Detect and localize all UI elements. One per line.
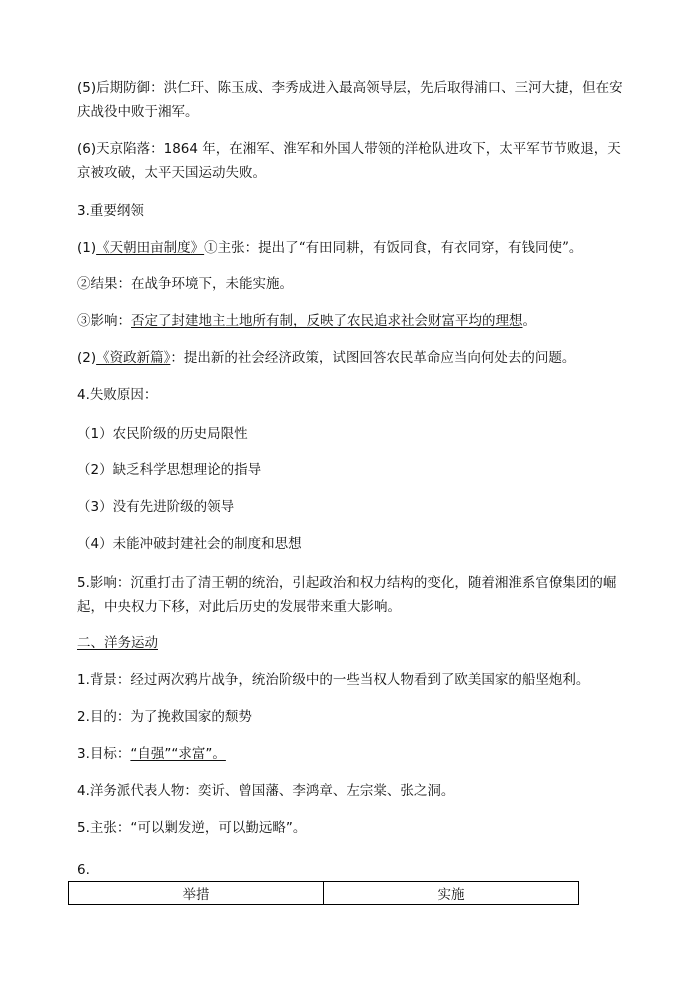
item-end: 。 <box>522 313 536 329</box>
paragraph-claim: 5.主张：“可以剿发逆，可以勤远略”。 <box>77 820 307 836</box>
paragraph-purpose: 2.目的：为了挽救国家的颓势 <box>77 709 252 725</box>
item-label: ③影响： <box>77 313 131 329</box>
paragraph-result: ②结果：在战争环境下，未能实施。 <box>77 276 293 292</box>
measures-table <box>68 881 579 905</box>
paragraph-late-defense: (5)后期防御：洪仁玕、陈玉成、李秀成进入最高领导层，先后取得浦口、三河大捷，但在安庆战役中败于湘军。 <box>77 80 623 120</box>
paragraph-zizheng-xinpian <box>77 348 637 369</box>
paragraph-tianjing-fall: (6)天京陷落：1864 年，在湘军、淮军和外国人带领的洋枪队进攻下，太平军节节败退，天京被攻破，太平天国运动失败。 <box>77 141 621 181</box>
list-item: （2）缺乏科学思想理论的指导 <box>77 462 262 478</box>
table-header-measures: 举措 <box>69 882 324 905</box>
item-number-six: 6. <box>77 862 90 878</box>
list-item: （3）没有先进阶级的领导 <box>77 499 235 515</box>
paragraph-tianchao-tianmu <box>77 238 637 259</box>
heading-failure-reasons: 4.失败原因： <box>77 387 158 403</box>
item-number: (2) <box>77 350 97 366</box>
paragraph-background: 1.背景：经过两次鸦片战争，统治阶级中的一些当权人物看到了欧美国家的船坚炮利。 <box>77 672 590 688</box>
document-title-underlined: 《天朝田亩制度》 <box>96 240 205 256</box>
list-item: （1）农民阶级的历史局限性 <box>77 426 248 442</box>
heading-important-programs: 3.重要纲领 <box>77 203 144 219</box>
item-number: (1) <box>77 240 97 256</box>
paragraph-impact: 5.影响：沉重打击了清王朝的统治，引起政治和权力结构的变化，随着湘淮系官僚集团的崛起，中央权力下移，对此后历史的发展带来重大影响。 <box>77 575 617 615</box>
item-text: ：提出新的社会经济政策，试图回答农民革命应当向何处去的问题。 <box>170 350 576 366</box>
document-title-underlined: 《资政新篇》 <box>96 350 171 366</box>
table-header-row <box>69 882 579 905</box>
item-label: 3.目标： <box>77 746 131 762</box>
paragraph-goal <box>77 744 637 765</box>
paragraph-influence <box>77 311 637 332</box>
paragraph-representatives: 4.洋务派代表人物：奕䜣、曾国藩、李鸿章、左宗棠、张之洞。 <box>77 783 455 799</box>
list-item: （4）未能冲破封建社会的制度和思想 <box>77 536 302 552</box>
table-header-implementation: 实施 <box>324 882 579 905</box>
underlined-text: “自强”“求富”。 <box>130 746 226 762</box>
section-heading-westernization: 二、洋务运动 <box>77 635 158 651</box>
item-text: ①主张：提出了“有田同耕，有饭同食，有衣同穿，有钱同使”。 <box>204 240 583 256</box>
underlined-text: 否定了封建地主土地所有制，反映了农民追求社会财富平均的理想 <box>131 313 523 329</box>
